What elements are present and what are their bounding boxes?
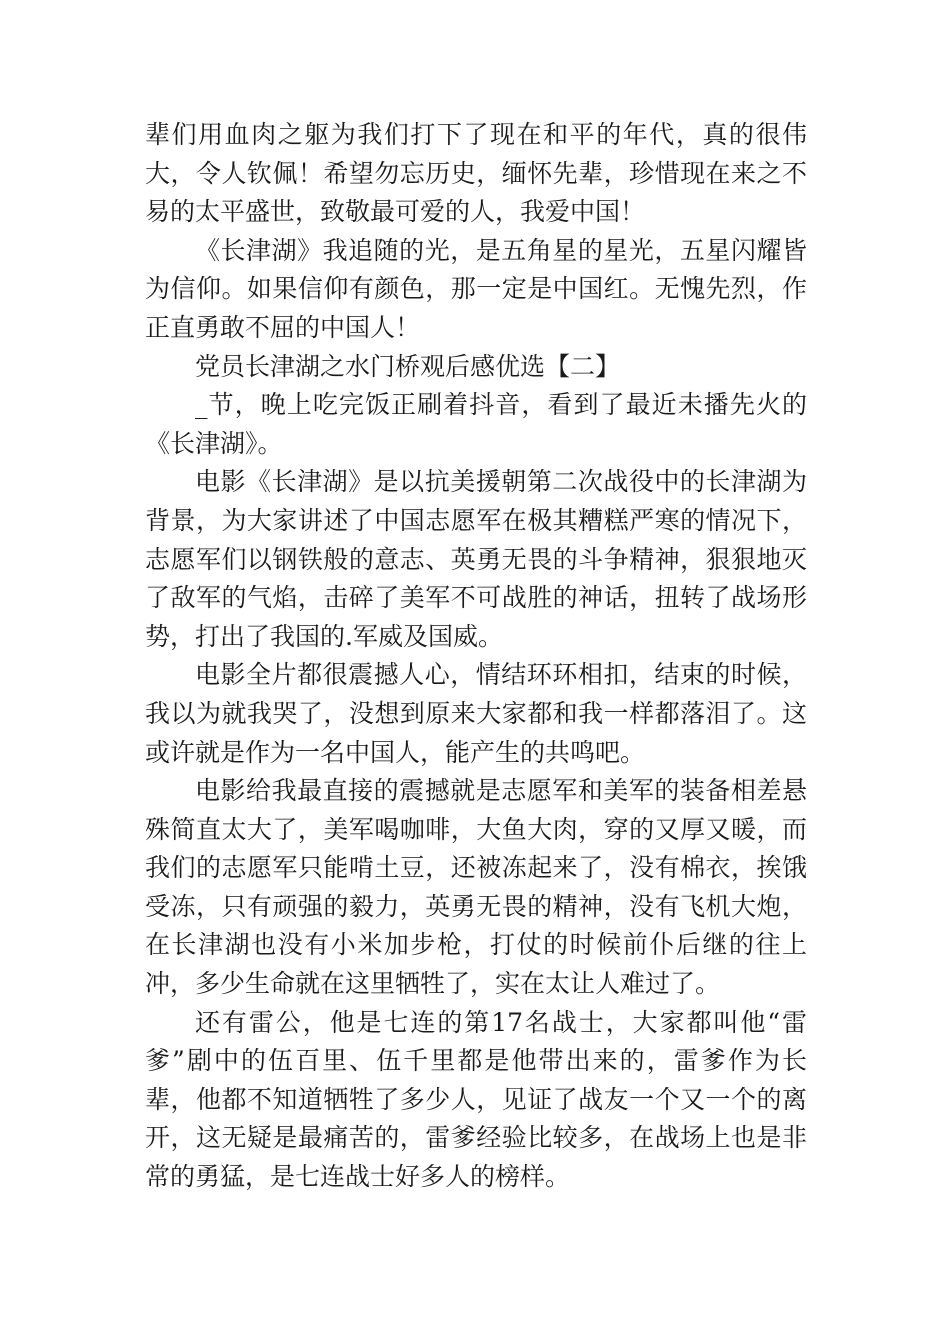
paragraph: 电影给我最直接的震撼就是志愿军和美军的装备相差悬殊简直太大了，美军喝咖啡，大鱼大肉，穿的又厚又暖，而我们的志愿军只能啃土豆，还被冻起来了，没有棉衣，挨饿受冻，只有顽强的毅力，英勇无畏的精神，没有飞机大炮，在长津湖也没有小米加步枪，打仗的时候前仆后继的往上冲，多少生命就在这里牺牲了，实在太让人难过了。	[145, 776, 807, 999]
section-heading: 党员长津湖之水门桥观后感优选【二】	[195, 351, 621, 381]
paragraph: 《长津湖》我追随的光，是五角星的星光，五星闪耀皆为信仰。如果信仰有颜色，那一定是中国红。无愧先烈，作正直勇敢不屈的中国人！	[145, 235, 807, 342]
paragraph-continuation: 辈们用血肉之躯为我们打下了现在和平的年代，真的很伟大，令人钦佩！希望勿忘历史，缅怀先辈，珍惜现在来之不易的太平盛世，致敬最可爱的人，我爱中国！	[145, 120, 807, 227]
paragraph: 还有雷公，他是七连的第17名战士，大家都叫他“雷爹”剧中的伍百里、伍千里都是他带出来的，雷爹作为长辈，他都不知道牺牲了多少人，见证了战友一个又一个的离开，这无疑是最痛苦的，雷爹经验比较多，在战场上也是非常的勇猛，是七连战士好多人的榜样。	[145, 1007, 807, 1192]
paragraph: 电影全片都很震撼人心，情结环环相扣，结束的时候，我以为就我哭了，没想到原来大家都和我一样都落泪了。这或许就是作为一名中国人，能产生的共鸣吧。	[145, 660, 807, 767]
paragraph: 电影《长津湖》是以抗美援朝第二次战役中的长津湖为背景，为大家讲述了中国志愿军在极其糟糕严寒的情况下，志愿军们以钢铁般的意志、英勇无畏的斗争精神，狠狠地灭了敌军的气焰，击碎了美军不可战胜的神话，扭转了战场形势，打出了我国的.军威及国威。	[145, 467, 807, 651]
paragraph: _节，晚上吃完饭正刷着抖音，看到了最近未播先火的《长津湖》。	[145, 390, 807, 458]
document-body	[145, 116, 807, 1197]
